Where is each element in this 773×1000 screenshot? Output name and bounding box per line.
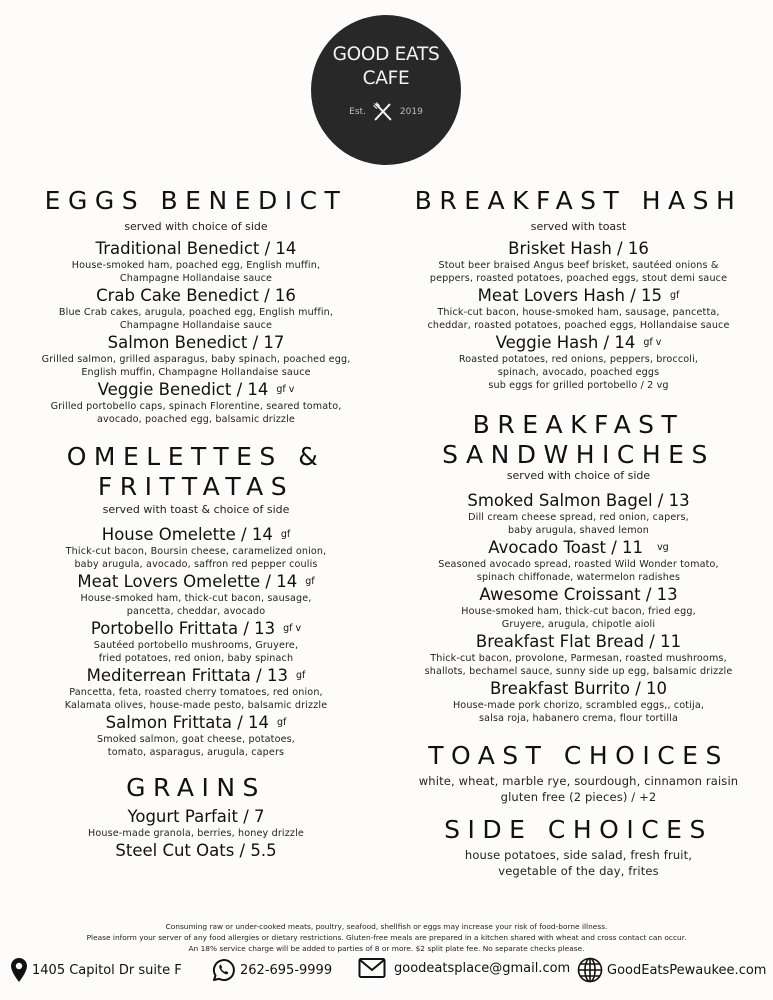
section-title-line2: SANDWHICHES	[442, 440, 715, 469]
item-desc: baby arugula, avocado, saffron red pepper coulis	[74, 559, 318, 570]
item-name	[0, 333, 392, 353]
website-text[interactable]: GoodEatsPewaukee.com	[607, 962, 767, 978]
item-desc: House-smoked ham, thick-cut bacon, sausage,	[80, 593, 312, 604]
dietary-tag: gf v	[283, 623, 302, 634]
item-desc: Champagne Hollandaise sauce	[119, 320, 273, 331]
item-name-text: Breakfast Flat Bread / 11	[475, 632, 682, 651]
section-toast-choices	[384, 741, 773, 805]
menu-item	[384, 538, 773, 584]
section-breakfast-sandwiches	[384, 410, 773, 725]
est-label: Est.	[349, 107, 366, 117]
item-name-text: Avocado Toast / 11	[488, 538, 644, 557]
dietary-tag: gf	[670, 290, 680, 301]
section-title-line1: BREAKFAST	[472, 410, 685, 439]
menu-item	[0, 807, 392, 840]
item-name-text: House Omelette / 14	[101, 525, 273, 544]
item-desc: Grilled portobello caps, spinach Florentine, seared tomato,	[50, 401, 342, 412]
item-name	[384, 286, 773, 306]
item-name	[384, 491, 773, 511]
item-desc: Thick-cut bacon, Boursin cheese, caramelized onion,	[65, 546, 327, 557]
section-breakfast-hash	[384, 186, 773, 392]
item-desc: Thick-cut bacon, provolone, Parmesan, roasted mushrooms,	[430, 653, 727, 664]
right-column	[384, 180, 773, 879]
item-name	[384, 333, 773, 353]
email-text[interactable]: goodeatsplace@gmail.com	[394, 960, 571, 976]
toast-gluten-free: gluten free (2 pieces) / +2	[500, 790, 657, 804]
item-desc: baby arugula, shaved lemon	[508, 525, 649, 536]
item-desc: House-smoked ham, poached egg, English muffin,	[71, 260, 321, 271]
item-name-text: Salmon Frittata / 14	[105, 713, 269, 732]
section-eggs-benedict	[0, 186, 392, 426]
menu-item	[384, 632, 773, 678]
item-desc: fried potatoes, red onion, baby spinach	[98, 653, 294, 664]
logo-name-line2: CAFE	[362, 68, 410, 89]
item-name	[0, 619, 392, 639]
item-desc: Kalamata olives, house-made pesto, balsamic drizzle	[64, 700, 328, 711]
side-options: vegetable of the day, frites	[498, 864, 659, 878]
item-name-text: Salmon Benedict / 17	[107, 333, 285, 352]
section-title-line1: OMELETTES &	[66, 442, 326, 471]
item-name-text: Veggie Hash / 14	[495, 333, 636, 352]
item-desc: House-smoked ham, thick-cut bacon, fried egg,	[461, 606, 696, 617]
item-desc: Pancetta, feta, roasted cherry tomatoes, red onion,	[69, 687, 323, 698]
dietary-tag: gf v	[643, 337, 662, 348]
item-name-text: Portobello Frittata / 13	[90, 619, 276, 638]
dietary-tag: vg	[657, 542, 669, 553]
dietary-tag: gf	[305, 576, 315, 587]
phone-text[interactable]: 262-695-9999	[240, 962, 333, 978]
item-name-text: Crab Cake Benedict / 16	[96, 286, 296, 305]
item-desc: peppers, roasted potatoes, poached eggs, stout demi sauce	[429, 273, 728, 284]
dietary-tag: gf v	[276, 384, 295, 395]
menu-item	[0, 666, 392, 712]
food-safety-notice: Consuming raw or under-cooked meats, poultry, seafood, shellfish or eggs may increase your risk of food-borne illness.	[165, 922, 608, 931]
menu-item	[0, 380, 392, 426]
logo-established	[349, 101, 423, 123]
item-desc: English muffin, Champagne Hollandaise sauce	[81, 367, 311, 378]
section-title	[384, 410, 773, 470]
item-name-text: Breakfast Burrito / 10	[489, 679, 668, 698]
section-subtitle: served with choice of side	[124, 220, 268, 233]
left-column	[0, 180, 392, 861]
menu-item	[384, 491, 773, 537]
item-name-text: Mediterrean Frittata / 13	[86, 666, 288, 685]
item-name	[384, 239, 773, 259]
item-name	[0, 713, 392, 733]
item-desc: spinach, avocado, poached eggs	[497, 367, 660, 378]
dietary-tag: gf	[295, 670, 306, 681]
item-desc: Dill cream cheese spread, red onion, capers,	[468, 512, 689, 523]
dietary-tag: gf	[277, 717, 287, 728]
contact-address	[10, 957, 182, 983]
item-desc: House-made granola, berries, honey drizzle	[88, 828, 304, 839]
item-desc: Blue Crab cakes, arugula, poached egg, English muffin,	[58, 307, 334, 318]
logo-name	[333, 43, 440, 91]
menu-item	[384, 239, 773, 285]
menu-item	[0, 619, 392, 665]
section-subtitle: served with toast & choice of side	[102, 503, 290, 516]
item-desc: avocado, poached egg, balsamic drizzle	[97, 414, 295, 425]
item-name	[384, 585, 773, 605]
section-side-choices	[384, 815, 773, 879]
menu-item	[0, 286, 392, 332]
item-desc: Roasted potatoes, red onions, peppers, broccoli,	[458, 354, 699, 365]
allergy-notice: Please inform your server of any food allergies or dietary restrictions. Gluten-free meals are prepared in a kitchen shared with wheat and cross contact can occur.	[86, 933, 687, 942]
section-title: TOAST CHOICES	[428, 741, 729, 770]
item-name	[384, 632, 773, 652]
section-title: GRAINS	[126, 773, 266, 802]
section-title: SIDE CHOICES	[444, 815, 713, 844]
item-desc: salsa roja, habanero crema, flour tortilla	[478, 713, 678, 724]
service-charge-notice: An 18% service charge will be added to parties of 8 or more. $2 split plate fee. No separate checks please.	[188, 944, 585, 953]
item-name	[0, 239, 392, 259]
section-grains	[0, 773, 392, 861]
menu-item	[0, 572, 392, 618]
item-desc: Stout beer braised Angus beef brisket, sautéed onions &	[438, 260, 719, 271]
item-name	[384, 679, 773, 699]
menu-item	[0, 841, 392, 861]
item-name-text: Awesome Croissant / 13	[479, 585, 678, 604]
contact-bar	[0, 957, 773, 987]
whatsapp-phone-icon	[210, 957, 236, 983]
item-name	[0, 666, 392, 686]
section-title	[0, 442, 392, 502]
footer-disclaimers	[0, 921, 773, 954]
item-desc: cheddar, roasted potatoes, poached eggs, Hollandaise sauce	[427, 320, 730, 331]
side-options: house potatoes, side salad, fresh fruit,	[464, 848, 693, 862]
item-desc: Sautéed portobello mushrooms, Gruyere,	[93, 640, 299, 651]
item-desc: spinach chiffonade, watermelon radishes	[476, 572, 681, 583]
envelope-icon	[358, 957, 386, 979]
est-year: 2019	[399, 107, 423, 117]
item-desc: Champagne Hollandaise sauce	[119, 273, 273, 284]
item-name	[0, 286, 392, 306]
menu-item	[384, 286, 773, 332]
item-desc: House-made pork chorizo, scrambled eggs,, cotija,	[452, 700, 705, 711]
menu-item	[384, 585, 773, 631]
item-desc: Seasoned avocado spread, roasted Wild Wonder tomato,	[438, 559, 719, 570]
item-desc-substitution: sub eggs for grilled portobello / 2 vg	[488, 380, 669, 391]
item-name	[0, 380, 392, 400]
item-name-text: Traditional Benedict / 14	[95, 239, 297, 258]
section-subtitle: served with toast	[530, 220, 627, 233]
menu-item	[384, 679, 773, 725]
logo-name-line1: GOOD EATS	[332, 44, 440, 65]
item-desc: Thick-cut bacon, house-smoked ham, sausage, pancetta,	[437, 307, 720, 318]
menu-item	[0, 713, 392, 759]
section-title-line2: FRITTATAS	[97, 472, 295, 501]
item-name-text: Steel Cut Oats / 5.5	[115, 841, 277, 860]
item-name	[384, 538, 773, 558]
dietary-tag: gf	[280, 529, 291, 540]
item-name	[0, 572, 392, 592]
item-name-text: Brisket Hash / 16	[508, 239, 649, 258]
map-pin-icon	[10, 957, 28, 983]
item-name-text: Meat Lovers Hash / 15	[477, 286, 662, 305]
item-name	[0, 525, 392, 545]
item-name-text: Veggie Benedict / 14	[97, 380, 269, 399]
menu-item	[0, 333, 392, 379]
item-name-text: Smoked Salmon Bagel / 13	[467, 491, 690, 510]
item-desc: tomato, asparagus, arugula, capers	[107, 747, 285, 758]
section-subtitle: served with choice of side	[506, 469, 651, 482]
item-desc: Grilled salmon, grilled asparagus, baby spinach, poached egg,	[41, 354, 351, 365]
item-desc: Gruyere, arugula, chipotle aioli	[501, 619, 656, 630]
cafe-logo	[311, 15, 461, 165]
item-desc: Smoked salmon, goat cheese, potatoes,	[96, 734, 296, 745]
menu-item	[384, 333, 773, 392]
item-name-text: Meat Lovers Omelette / 14	[77, 572, 298, 591]
globe-icon	[577, 957, 603, 983]
contact-website[interactable]	[577, 957, 766, 983]
item-desc: shallots, bechamel sauce, sunny side up egg, balsamic drizzle	[424, 666, 733, 677]
contact-email[interactable]	[358, 957, 570, 979]
address-text: 1405 Capitol Dr suite F	[32, 962, 182, 978]
contact-phone[interactable]	[210, 957, 332, 983]
item-desc: pancetta, cheddar, avocado	[126, 606, 266, 617]
toast-options: white, wheat, marble rye, sourdough, cinnamon raisin	[418, 774, 739, 788]
item-name	[0, 807, 392, 827]
menu-item	[0, 239, 392, 285]
section-title: BREAKFAST HASH	[414, 186, 743, 215]
section-omelettes-frittatas	[0, 442, 392, 759]
section-title: EGGS BENEDICT	[44, 186, 348, 215]
menu-item	[0, 525, 392, 571]
fork-knife-crossed-icon	[372, 101, 394, 123]
item-name	[0, 841, 392, 861]
item-name-text: Yogurt Parfait / 7	[127, 807, 265, 826]
